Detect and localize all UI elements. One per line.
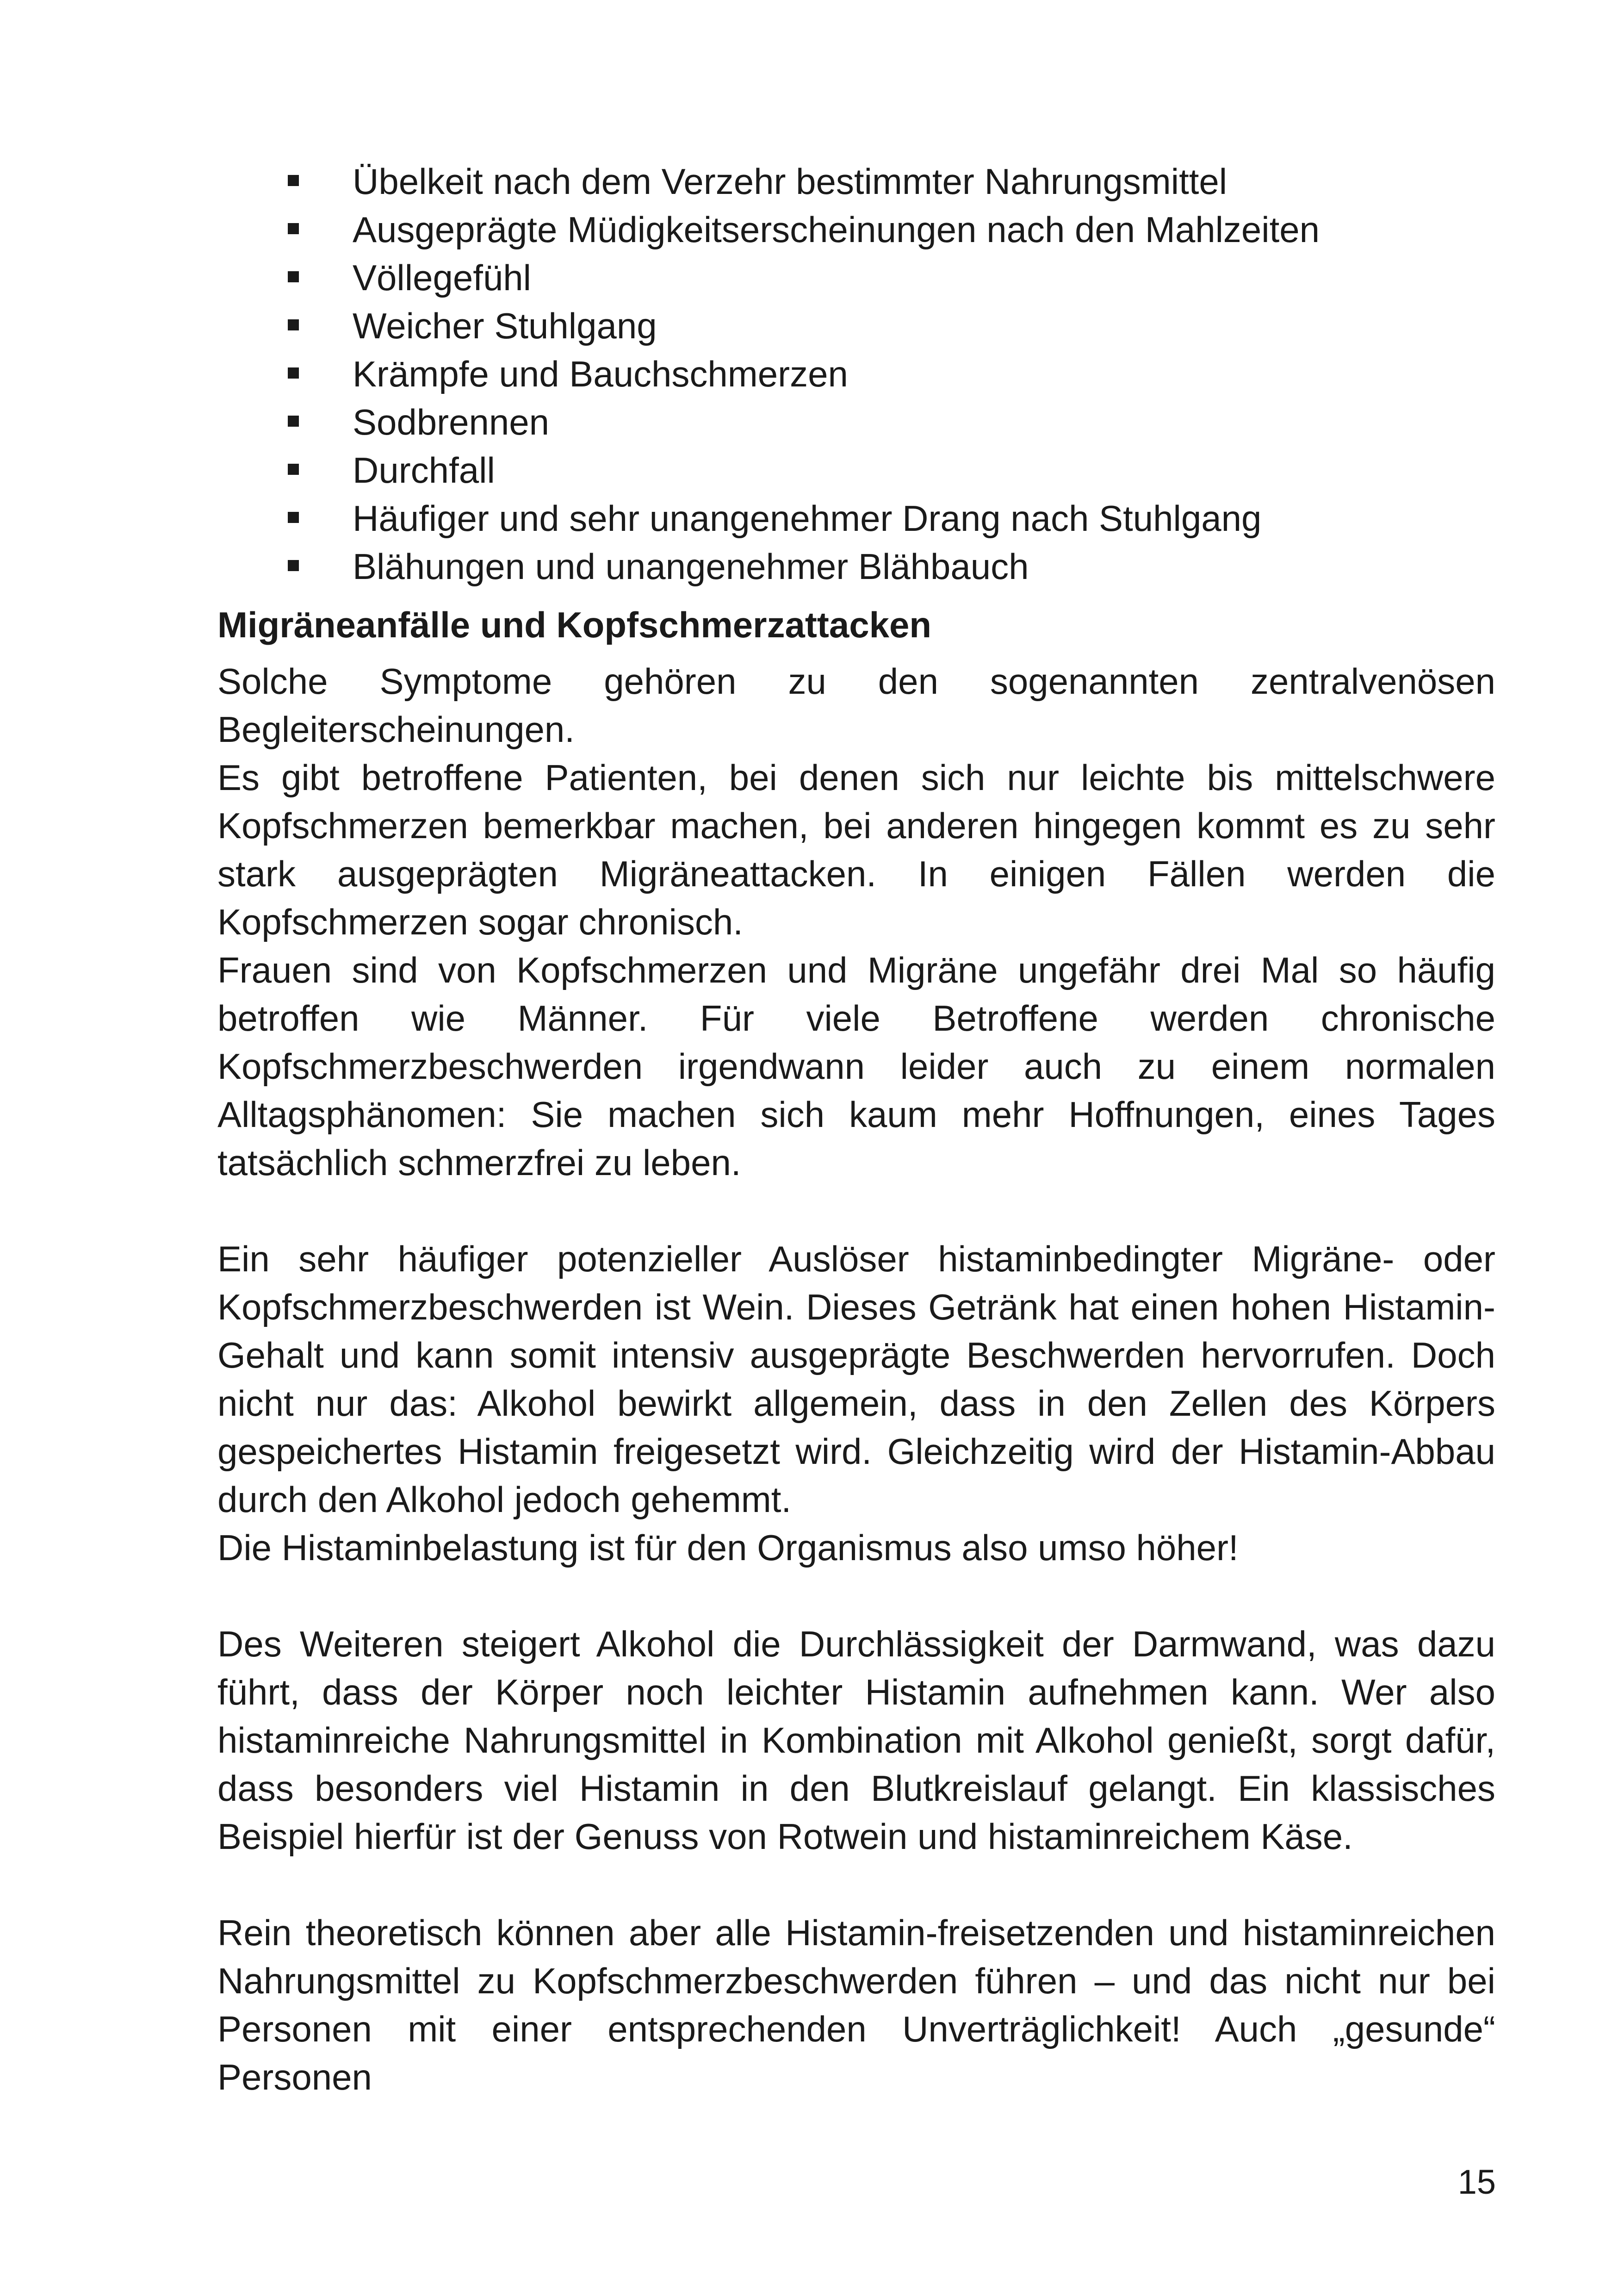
list-item-text: Blähungen und unangenehmer Blähbauch (353, 546, 1029, 587)
square-bullet-icon (288, 367, 299, 379)
symptom-list (288, 157, 1495, 591)
list-item (288, 254, 1495, 302)
list-item (288, 542, 1495, 591)
paragraph: Frauen sind von Kopfschmerzen und Migräne ungefähr drei Mal so häufig betroffen wie Männer. Für viele Betroffene werden chronische Kopfschmerzbeschwerden irgendwann leider auch zu einem normalen Alltagsphänomen: Sie machen sich kaum mehr Hoffnungen, eines Tages tatsächlich schmerzfrei zu leben. (217, 950, 1495, 1183)
square-bullet-icon (288, 416, 299, 427)
paragraph: Ein sehr häufiger potenzieller Auslöser histaminbedingter Migräne- oder Kopfschmerzbeschwerden ist Wein. Dieses Getränk hat einen hohen Histamin-Gehalt und kann somit intensiv ausgeprägte Beschwerden hervorrufen. Doch nicht nur das: Alkohol bewirkt allgemein, dass in den Zellen des Körpers gespeichertes Histamin freigesetzt wird. Gleichzeitig wird der Histamin-Abbau durch den Alkohol jedoch gehemmt. (217, 1238, 1495, 1520)
list-item-text: Völlegefühl (353, 257, 531, 298)
document-page (217, 157, 1495, 2101)
square-bullet-icon (288, 464, 299, 475)
list-item (288, 494, 1495, 542)
paragraph: Des Weiteren steigert Alkohol die Durchlässigkeit der Darmwand, was dazu führt, dass der Körper noch leichter Histamin aufnehmen kann. Wer also histaminreiche Nahrungsmittel in Kombination mit Alkohol genießt, sorgt dafür, dass besonders viel Histamin in den Blutkreislauf gelangt. Ein klassisches Beispiel hierfür ist der Genuss von Rotwein und histaminreichem Käse. (217, 1624, 1495, 1857)
square-bullet-icon (288, 175, 299, 186)
square-bullet-icon (288, 560, 299, 571)
list-item-text: Übelkeit nach dem Verzehr bestimmter Nahrungsmittel (353, 161, 1227, 202)
list-item (288, 157, 1495, 205)
list-item-text: Ausgeprägte Müdigkeitserscheinungen nach den Mahlzeiten (353, 209, 1320, 250)
paragraph: Rein theoretisch können aber alle Histamin-freisetzenden und histaminreichen Nahrungsmittel zu Kopfschmerzbeschwerden führen – und das nicht nur bei Personen mit einer entsprechenden Unverträglichkeit! Auch „gesunde“ Personen (217, 1912, 1495, 2097)
list-item (288, 302, 1495, 350)
square-bullet-icon (288, 512, 299, 523)
square-bullet-icon (288, 223, 299, 234)
list-item (288, 350, 1495, 398)
square-bullet-icon (288, 319, 299, 330)
paragraph: Es gibt betroffene Patienten, bei denen sich nur leichte bis mittelschwere Kopfschmerzen bemerkbar machen, bei anderen hingegen kommt es zu sehr stark ausgeprägten Migräneattacken. In einigen Fällen werden die Kopfschmerzen sogar chronisch. (217, 757, 1495, 942)
square-bullet-icon (288, 271, 299, 282)
list-item-text: Durchfall (353, 450, 495, 491)
list-item (288, 205, 1495, 254)
paragraph: Solche Symptome gehören zu den sogenannten zentralvenösen Begleiterscheinungen. (217, 661, 1495, 750)
list-item-text: Krämpfe und Bauchschmerzen (353, 354, 848, 394)
list-item (288, 398, 1495, 446)
list-item-text: Weicher Stuhlgang (353, 305, 657, 346)
section-heading: Migräneanfälle und Kopfschmerzattacken (217, 604, 932, 645)
list-item (288, 446, 1495, 494)
list-item-text: Sodbrennen (353, 402, 550, 442)
list-item-text: Häufiger und sehr unangenehmer Drang nach Stuhlgang (353, 498, 1262, 539)
page-number: 15 (1457, 2163, 1496, 2201)
paragraph: Die Histaminbelastung ist für den Organismus also umso höher! (217, 1527, 1239, 1568)
